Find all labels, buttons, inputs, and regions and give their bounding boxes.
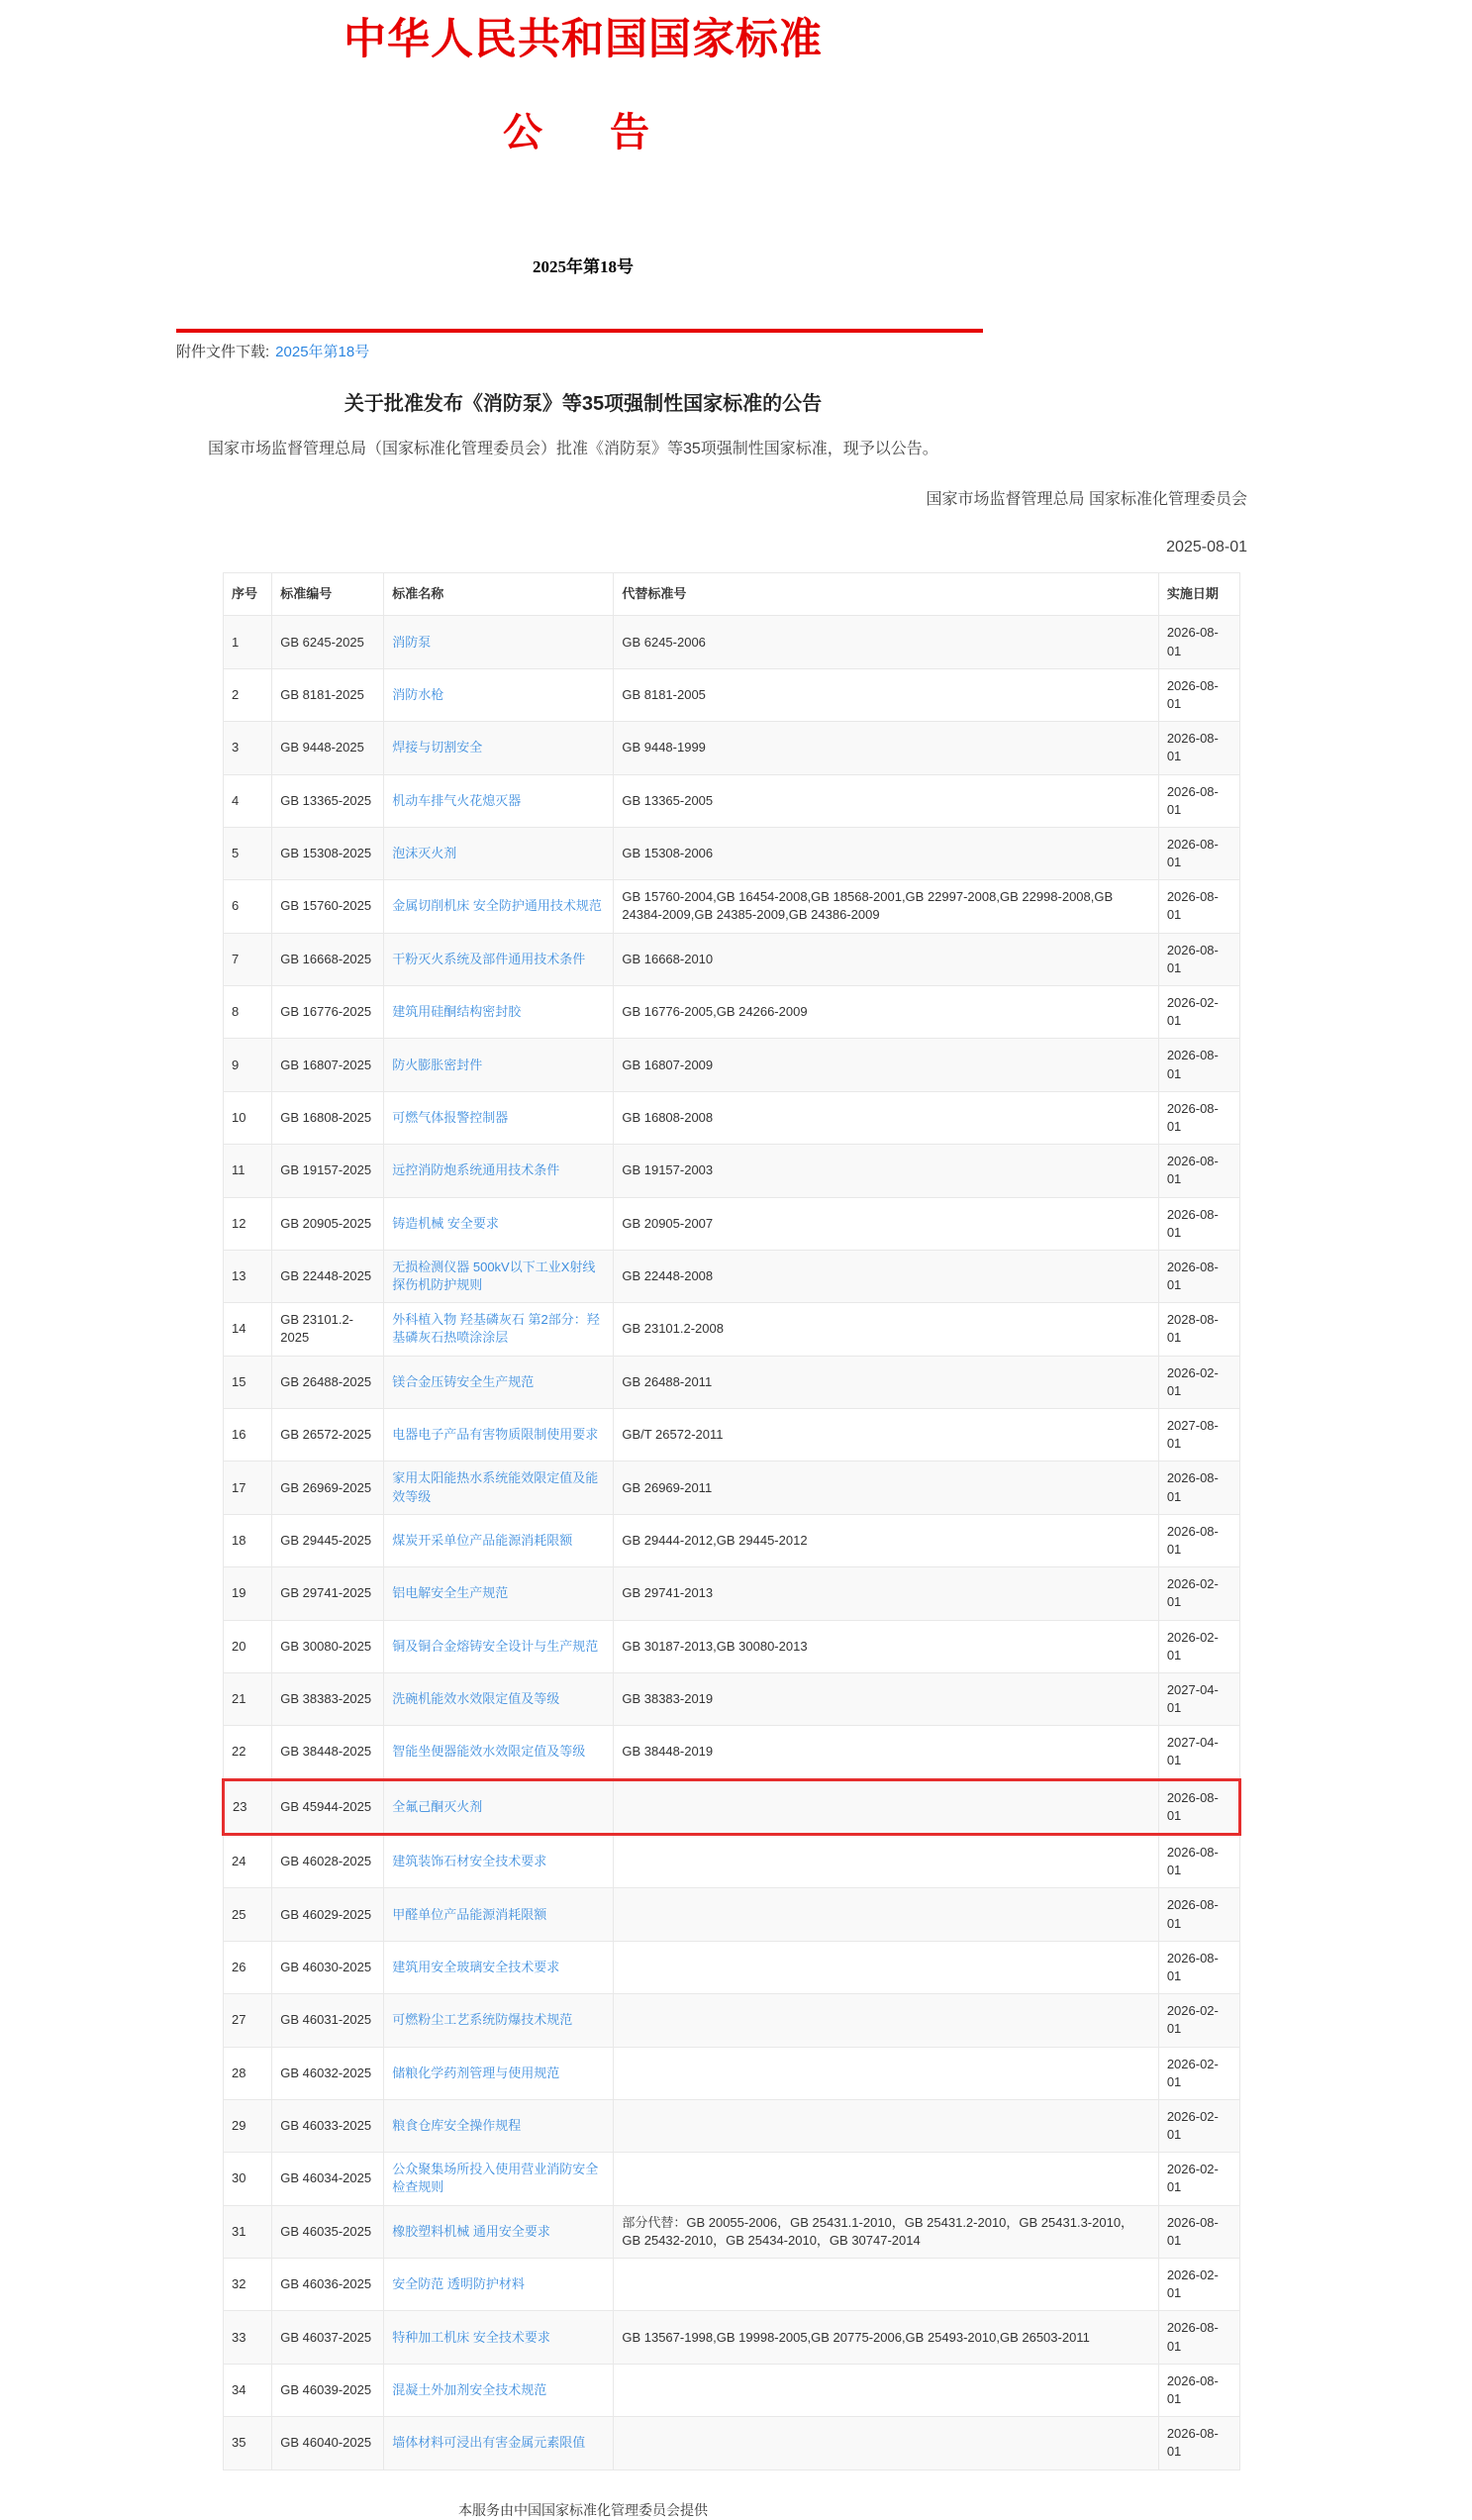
standard-name-link[interactable]: 橡胶塑料机械 通用安全要求: [392, 2223, 550, 2239]
notice-title: 关于批准发布《消防泵》等35项强制性国家标准的公告: [343, 393, 823, 416]
standard-name-link[interactable]: 煤炭开采单位产品能源消耗限额: [392, 1532, 573, 1548]
implementation-date-cell: 2026-08-01: [1158, 880, 1239, 933]
implementation-date-cell: 2027-08-01: [1158, 1409, 1239, 1462]
implementation-date-cell: 2026-02-01: [1158, 1567, 1239, 1620]
standard-name-cell: [384, 1250, 614, 1302]
standard-code-cell: GB 46039-2025: [272, 2364, 384, 2416]
replaced-standards-cell: GB 38448-2019: [614, 1726, 1158, 1779]
standard-code-cell: GB 19157-2025: [272, 1145, 384, 1197]
publish-date: 2025-08-01: [1166, 539, 1247, 556]
standard-code-cell: GB 29445-2025: [272, 1514, 384, 1566]
implementation-date-cell: 2026-08-01: [1158, 1091, 1239, 1144]
table-row: [224, 2259, 1240, 2311]
standard-name-link[interactable]: 防火膨胀密封件: [392, 1057, 483, 1072]
implementation-date-cell: 2026-02-01: [1158, 2259, 1239, 2311]
row-no-cell: 7: [224, 933, 272, 985]
row-no-cell: 16: [224, 1409, 272, 1462]
standard-name-link[interactable]: 智能坐便器能效水效限定值及等级: [392, 1744, 586, 1760]
standard-name-link[interactable]: 建筑装饰石材安全技术要求: [392, 1854, 547, 1869]
standard-code-cell: GB 16776-2025: [272, 986, 384, 1039]
standard-code-cell: GB 29741-2025: [272, 1567, 384, 1620]
row-no-cell: 2: [224, 668, 272, 721]
replaced-standards-cell: GB 30187-2013,GB 30080-2013: [614, 1620, 1158, 1672]
standards-table: [222, 572, 1241, 2470]
replaced-standards-cell: [614, 1835, 1158, 1888]
standard-code-cell: GB 46033-2025: [272, 2099, 384, 2152]
replaced-standards-cell: GB 23101.2-2008: [614, 1303, 1158, 1356]
standard-name-cell: [384, 1197, 614, 1250]
row-no-cell: 9: [224, 1039, 272, 1091]
standard-name-cell: [384, 2099, 614, 2152]
standard-name-link[interactable]: 远控消防炮系统通用技术条件: [392, 1162, 560, 1178]
replaced-standards-cell: GB 13567-1998,GB 19998-2005,GB 20775-2006,GB 25493-2010,GB 26503-2011: [614, 2311, 1158, 2364]
standard-name-link[interactable]: 镁合金压铸安全生产规范: [392, 1373, 535, 1389]
standard-code-cell: GB 26572-2025: [272, 1409, 384, 1462]
table-row: [224, 1567, 1240, 1620]
replaced-standards-cell: [614, 2364, 1158, 2416]
replaced-standards-cell: [614, 1941, 1158, 1993]
implementation-date-cell: 2026-08-01: [1158, 933, 1239, 985]
implementation-date-cell: 2026-08-01: [1158, 616, 1239, 668]
standard-name-link[interactable]: 混凝土外加剂安全技术规范: [392, 2381, 547, 2397]
row-no-cell: 35: [224, 2417, 272, 2470]
standard-name-cell: [384, 1514, 614, 1566]
table-row: [224, 774, 1240, 827]
standard-code-cell: GB 8181-2025: [272, 668, 384, 721]
implementation-date-cell: 2026-08-01: [1158, 827, 1239, 879]
standard-code-cell: GB 38383-2025: [272, 1672, 384, 1725]
standard-code-cell: GB 46029-2025: [272, 1888, 384, 1941]
row-no-cell: 1: [224, 616, 272, 668]
table-body: [224, 616, 1240, 2470]
replaced-standards-cell: GB 9448-1999: [614, 722, 1158, 774]
standard-code-cell: GB 26969-2025: [272, 1462, 384, 1514]
standard-name-cell: [384, 2153, 614, 2205]
standard-name-link[interactable]: 家用太阳能热水系统能效限定值及能效等级: [392, 1470, 599, 1504]
issuer-line: 国家市场监督管理总局 国家标准化管理委员会: [926, 491, 1247, 509]
standard-code-cell: GB 46028-2025: [272, 1835, 384, 1888]
replaced-standards-cell: [614, 1779, 1158, 1834]
standard-name-link[interactable]: 无损检测仪器 500kV以下工业X射线探伤机防护规则: [392, 1259, 596, 1293]
replaced-standards-cell: GB 13365-2005: [614, 774, 1158, 827]
row-no-cell: 20: [224, 1620, 272, 1672]
standard-name-cell: [384, 1941, 614, 1993]
replaced-standards-cell: GB 22448-2008: [614, 1250, 1158, 1302]
implementation-date-cell: 2026-02-01: [1158, 2099, 1239, 2152]
standard-name-link[interactable]: 外科植入物 羟基磷灰石 第2部分：羟基磷灰石热喷涂涂层: [392, 1312, 600, 1346]
column-header: 代替标准号: [614, 573, 1158, 616]
replaced-standards-cell: GB 20905-2007: [614, 1197, 1158, 1250]
replaced-standards-cell: GB 6245-2006: [614, 616, 1158, 668]
standard-name-link[interactable]: 消防泵: [392, 634, 432, 650]
implementation-date-cell: 2026-08-01: [1158, 774, 1239, 827]
implementation-date-cell: 2026-02-01: [1158, 1620, 1239, 1672]
standard-name-cell: [384, 1145, 614, 1197]
row-no-cell: 26: [224, 1941, 272, 1993]
standard-name-cell: [384, 1672, 614, 1725]
table-row: [224, 880, 1240, 933]
row-no-cell: 11: [224, 1145, 272, 1197]
row-no-cell: 4: [224, 774, 272, 827]
table-row: [224, 2205, 1240, 2258]
standard-name-link[interactable]: 金属切削机床 安全防护通用技术规范: [392, 898, 602, 914]
table-row: [224, 1462, 1240, 1514]
table-row: [224, 1835, 1240, 1888]
standard-name-cell: [384, 1888, 614, 1941]
table-row: [224, 1514, 1240, 1566]
standard-name-cell: [384, 2417, 614, 2470]
standard-name-cell: [384, 722, 614, 774]
table-row: [224, 1409, 1240, 1462]
standard-name-cell: [384, 1091, 614, 1144]
standard-code-cell: GB 16807-2025: [272, 1039, 384, 1091]
table-row: [224, 933, 1240, 985]
table-row: [224, 1356, 1240, 1408]
replaced-standards-cell: GB 15308-2006: [614, 827, 1158, 879]
row-no-cell: 19: [224, 1567, 272, 1620]
row-no-cell: 10: [224, 1091, 272, 1144]
table-row: [224, 1197, 1240, 1250]
implementation-date-cell: 2026-08-01: [1158, 1197, 1239, 1250]
replaced-standards-cell: [614, 2259, 1158, 2311]
row-no-cell: 30: [224, 2153, 272, 2205]
standard-name-cell: [384, 1039, 614, 1091]
standard-name-link[interactable]: 电器电子产品有害物质限制使用要求: [392, 1427, 599, 1443]
standard-name-link[interactable]: 建筑用安全玻璃安全技术要求: [392, 1959, 560, 1974]
replaced-standards-cell: [614, 1994, 1158, 2047]
standard-name-cell: [384, 2205, 614, 2258]
attachment-label: 附件文件下载:: [176, 344, 270, 361]
standard-name-cell: [384, 1620, 614, 1672]
table-row: [224, 2153, 1240, 2205]
row-no-cell: 28: [224, 2047, 272, 2099]
standard-name-link[interactable]: 铸造机械 安全要求: [392, 1215, 499, 1231]
standard-name-link[interactable]: 焊接与切割安全: [392, 740, 483, 756]
standard-name-link[interactable]: 可燃气体报警控制器: [392, 1109, 509, 1125]
standard-code-cell: GB 46032-2025: [272, 2047, 384, 2099]
implementation-date-cell: 2026-08-01: [1158, 2311, 1239, 2364]
table-row: [224, 1620, 1240, 1672]
implementation-date-cell: 2028-08-01: [1158, 1303, 1239, 1356]
implementation-date-cell: 2026-08-01: [1158, 1250, 1239, 1302]
row-no-cell: 8: [224, 986, 272, 1039]
implementation-date-cell: 2027-04-01: [1158, 1672, 1239, 1725]
implementation-date-cell: 2026-08-01: [1158, 1779, 1239, 1834]
table-row: [224, 1941, 1240, 1993]
standard-code-cell: GB 26488-2025: [272, 1356, 384, 1408]
row-no-cell: 23: [224, 1779, 272, 1834]
implementation-date-cell: 2026-08-01: [1158, 1835, 1239, 1888]
row-no-cell: 29: [224, 2099, 272, 2152]
implementation-date-cell: 2026-08-01: [1158, 668, 1239, 721]
standard-code-cell: GB 9448-2025: [272, 722, 384, 774]
standard-name-cell: [384, 2259, 614, 2311]
implementation-date-cell: 2026-02-01: [1158, 1994, 1239, 2047]
row-no-cell: 22: [224, 1726, 272, 1779]
issue-number: 2025年第18号: [533, 257, 634, 277]
replaced-standards-cell: [614, 2047, 1158, 2099]
table-row: [224, 827, 1240, 879]
table-row: [224, 1779, 1240, 1834]
implementation-date-cell: 2026-02-01: [1158, 1356, 1239, 1408]
standard-code-cell: GB 46040-2025: [272, 2417, 384, 2470]
standard-name-cell: [384, 986, 614, 1039]
column-header: 标准名称: [384, 573, 614, 616]
table-row: [224, 1672, 1240, 1725]
row-no-cell: 24: [224, 1835, 272, 1888]
row-no-cell: 33: [224, 2311, 272, 2364]
standard-code-cell: GB 46030-2025: [272, 1941, 384, 1993]
row-no-cell: 18: [224, 1514, 272, 1566]
table-row: [224, 1726, 1240, 1779]
row-no-cell: 12: [224, 1197, 272, 1250]
column-header: 标准编号: [272, 573, 384, 616]
replaced-standards-cell: GB 38383-2019: [614, 1672, 1158, 1725]
standard-code-cell: GB 46031-2025: [272, 1994, 384, 2047]
replaced-standards-cell: [614, 2099, 1158, 2152]
standard-name-link[interactable]: 甲醛单位产品能源消耗限额: [392, 1906, 547, 1922]
standard-name-link[interactable]: 消防水枪: [392, 686, 444, 702]
row-no-cell: 25: [224, 1888, 272, 1941]
notice-body: 国家市场监督管理总局（国家标准化管理委员会）批准《消防泵》等35项强制性国家标准，现予以公告。: [208, 441, 938, 458]
row-no-cell: 32: [224, 2259, 272, 2311]
implementation-date-cell: 2026-08-01: [1158, 1039, 1239, 1091]
row-no-cell: 15: [224, 1356, 272, 1408]
replaced-standards-cell: [614, 2153, 1158, 2205]
standard-name-link[interactable]: 洗碗机能效水效限定值及等级: [392, 1691, 560, 1707]
replaced-standards-cell: GB 29444-2012,GB 29445-2012: [614, 1514, 1158, 1566]
standard-name-cell: [384, 1409, 614, 1462]
page-title: 中华人民共和国国家标准: [343, 17, 823, 63]
replaced-standards-cell: GB 16808-2008: [614, 1091, 1158, 1144]
standard-name-cell: [384, 2311, 614, 2364]
row-no-cell: 34: [224, 2364, 272, 2416]
table-row: [224, 722, 1240, 774]
row-no-cell: 27: [224, 1994, 272, 2047]
announcement-page: [176, 16, 1287, 2520]
standard-code-cell: GB 45944-2025: [272, 1779, 384, 1834]
standard-code-cell: GB 16668-2025: [272, 933, 384, 985]
replaced-standards-cell: [614, 2417, 1158, 2470]
table-row: [224, 986, 1240, 1039]
replaced-standards-cell: GB 16807-2009: [614, 1039, 1158, 1091]
table-row: [224, 1091, 1240, 1144]
implementation-date-cell: 2026-08-01: [1158, 2417, 1239, 2470]
standard-name-cell: [384, 668, 614, 721]
replaced-standards-cell: GB 16776-2005,GB 24266-2009: [614, 986, 1158, 1039]
standard-name-cell: [384, 827, 614, 879]
standard-name-link[interactable]: 机动车排气火花熄灭器: [392, 792, 522, 808]
standard-code-cell: GB 20905-2025: [272, 1197, 384, 1250]
standard-name-cell: [384, 1994, 614, 2047]
standard-name-link[interactable]: 墙体材料可浸出有害金属元素限值: [392, 2435, 586, 2451]
standard-code-cell: GB 15760-2025: [272, 880, 384, 933]
implementation-date-cell: 2026-02-01: [1158, 986, 1239, 1039]
standard-name-cell: [384, 1835, 614, 1888]
table-row: [224, 2099, 1240, 2152]
standard-code-cell: GB 23101.2-2025: [272, 1303, 384, 1356]
row-no-cell: 21: [224, 1672, 272, 1725]
row-no-cell: 31: [224, 2205, 272, 2258]
standard-name-cell: [384, 1726, 614, 1779]
standard-name-cell: [384, 1462, 614, 1514]
replaced-standards-cell: GB 19157-2003: [614, 1145, 1158, 1197]
implementation-date-cell: 2026-08-01: [1158, 1941, 1239, 1993]
table-row: [224, 1145, 1240, 1197]
standard-code-cell: GB 46034-2025: [272, 2153, 384, 2205]
standard-name-link[interactable]: 可燃粉尘工艺系统防爆技术规范: [392, 2012, 573, 2028]
table-row: [224, 2311, 1240, 2364]
row-no-cell: 6: [224, 880, 272, 933]
standard-code-cell: GB 16808-2025: [272, 1091, 384, 1144]
standard-code-cell: GB 38448-2025: [272, 1726, 384, 1779]
table-row: [224, 616, 1240, 668]
implementation-date-cell: 2026-02-01: [1158, 2047, 1239, 2099]
table-row: [224, 1250, 1240, 1302]
standard-name-link[interactable]: 铜及铜合金熔铸安全设计与生产规范: [392, 1638, 599, 1654]
standard-name-link[interactable]: 安全防范 透明防护材料: [392, 2276, 525, 2292]
standard-name-cell: [384, 1567, 614, 1620]
column-header: 实施日期: [1158, 573, 1239, 616]
table-row: [224, 1994, 1240, 2047]
row-no-cell: 17: [224, 1462, 272, 1514]
implementation-date-cell: 2026-08-01: [1158, 1514, 1239, 1566]
replaced-standards-cell: GB 15760-2004,GB 16454-2008,GB 18568-2001,GB 22997-2008,GB 22998-2008,GB 24384-2009,GB 24385-2009,GB 24386-2009: [614, 880, 1158, 933]
table-row: [224, 1039, 1240, 1091]
replaced-standards-cell: GB/T 26572-2011: [614, 1409, 1158, 1462]
page-subtitle: 公 告: [503, 110, 663, 155]
standard-name-link[interactable]: 特种加工机床 安全技术要求: [392, 2329, 550, 2345]
standard-name-cell: [384, 774, 614, 827]
attachment-row: [176, 341, 1287, 361]
row-no-cell: 5: [224, 827, 272, 879]
standard-name-cell: [384, 1356, 614, 1408]
standard-name-link[interactable]: 粮食仓库安全操作规程: [392, 2118, 522, 2134]
table-header-row: [224, 573, 1240, 616]
table-row: [224, 2047, 1240, 2099]
row-no-cell: 14: [224, 1303, 272, 1356]
table-row: [224, 2417, 1240, 2470]
standard-name-link[interactable]: 干粉灭火系统及部件通用技术条件: [392, 951, 586, 966]
table-row: [224, 1888, 1240, 1941]
standard-name-link[interactable]: 全氟己酮灭火剂: [392, 1798, 483, 1814]
replaced-standards-cell: 部分代替：GB 20055-2006，GB 25431.1-2010，GB 25431.2-2010，GB 25431.3-2010，GB 25432-2010，GB 25434-2010，GB 30747-2014: [614, 2205, 1158, 2258]
replaced-standards-cell: GB 29741-2013: [614, 1567, 1158, 1620]
standard-name-cell: [384, 1779, 614, 1834]
standard-code-cell: GB 13365-2025: [272, 774, 384, 827]
standard-code-cell: GB 22448-2025: [272, 1250, 384, 1302]
row-no-cell: 13: [224, 1250, 272, 1302]
standard-name-cell: [384, 2047, 614, 2099]
implementation-date-cell: 2026-08-01: [1158, 2205, 1239, 2258]
implementation-date-cell: 2026-08-01: [1158, 1888, 1239, 1941]
implementation-date-cell: 2026-08-01: [1158, 2364, 1239, 2416]
row-no-cell: 3: [224, 722, 272, 774]
implementation-date-cell: 2026-08-01: [1158, 1462, 1239, 1514]
standard-name-link[interactable]: 建筑用硅酮结构密封胶: [392, 1004, 522, 1020]
standard-name-link[interactable]: 铝电解安全生产规范: [392, 1585, 509, 1601]
standard-code-cell: GB 15308-2025: [272, 827, 384, 879]
standard-name-cell: [384, 880, 614, 933]
implementation-date-cell: 2026-08-01: [1158, 1145, 1239, 1197]
standard-code-cell: GB 46036-2025: [272, 2259, 384, 2311]
standard-name-cell: [384, 616, 614, 668]
standard-name-cell: [384, 2364, 614, 2416]
attachment-link[interactable]: 2025年第18号: [275, 344, 370, 361]
column-header: 序号: [224, 573, 272, 616]
implementation-date-cell: 2027-04-01: [1158, 1726, 1239, 1779]
standard-name-cell: [384, 933, 614, 985]
standard-name-link[interactable]: 储粮化学药剂管理与使用规范: [392, 2065, 560, 2080]
replaced-standards-cell: [614, 1888, 1158, 1941]
standard-name-link[interactable]: 公众聚集场所投入使用营业消防安全检查规则: [392, 2162, 599, 2195]
replaced-standards-cell: GB 8181-2005: [614, 668, 1158, 721]
standard-code-cell: GB 46035-2025: [272, 2205, 384, 2258]
implementation-date-cell: 2026-02-01: [1158, 2153, 1239, 2205]
standard-code-cell: GB 6245-2025: [272, 616, 384, 668]
table-row: [224, 1303, 1240, 1356]
replaced-standards-cell: GB 26969-2011: [614, 1462, 1158, 1514]
standard-code-cell: GB 46037-2025: [272, 2311, 384, 2364]
table-row: [224, 668, 1240, 721]
footer-note: 本服务由中国国家标准化管理委员会提供: [458, 2501, 708, 2518]
standard-name-link[interactable]: 泡沫灭火剂: [392, 846, 457, 861]
standard-name-cell: [384, 1303, 614, 1356]
red-divider-line: [176, 329, 983, 333]
standard-code-cell: GB 30080-2025: [272, 1620, 384, 1672]
implementation-date-cell: 2026-08-01: [1158, 722, 1239, 774]
replaced-standards-cell: GB 16668-2010: [614, 933, 1158, 985]
table-row: [224, 2364, 1240, 2416]
replaced-standards-cell: GB 26488-2011: [614, 1356, 1158, 1408]
